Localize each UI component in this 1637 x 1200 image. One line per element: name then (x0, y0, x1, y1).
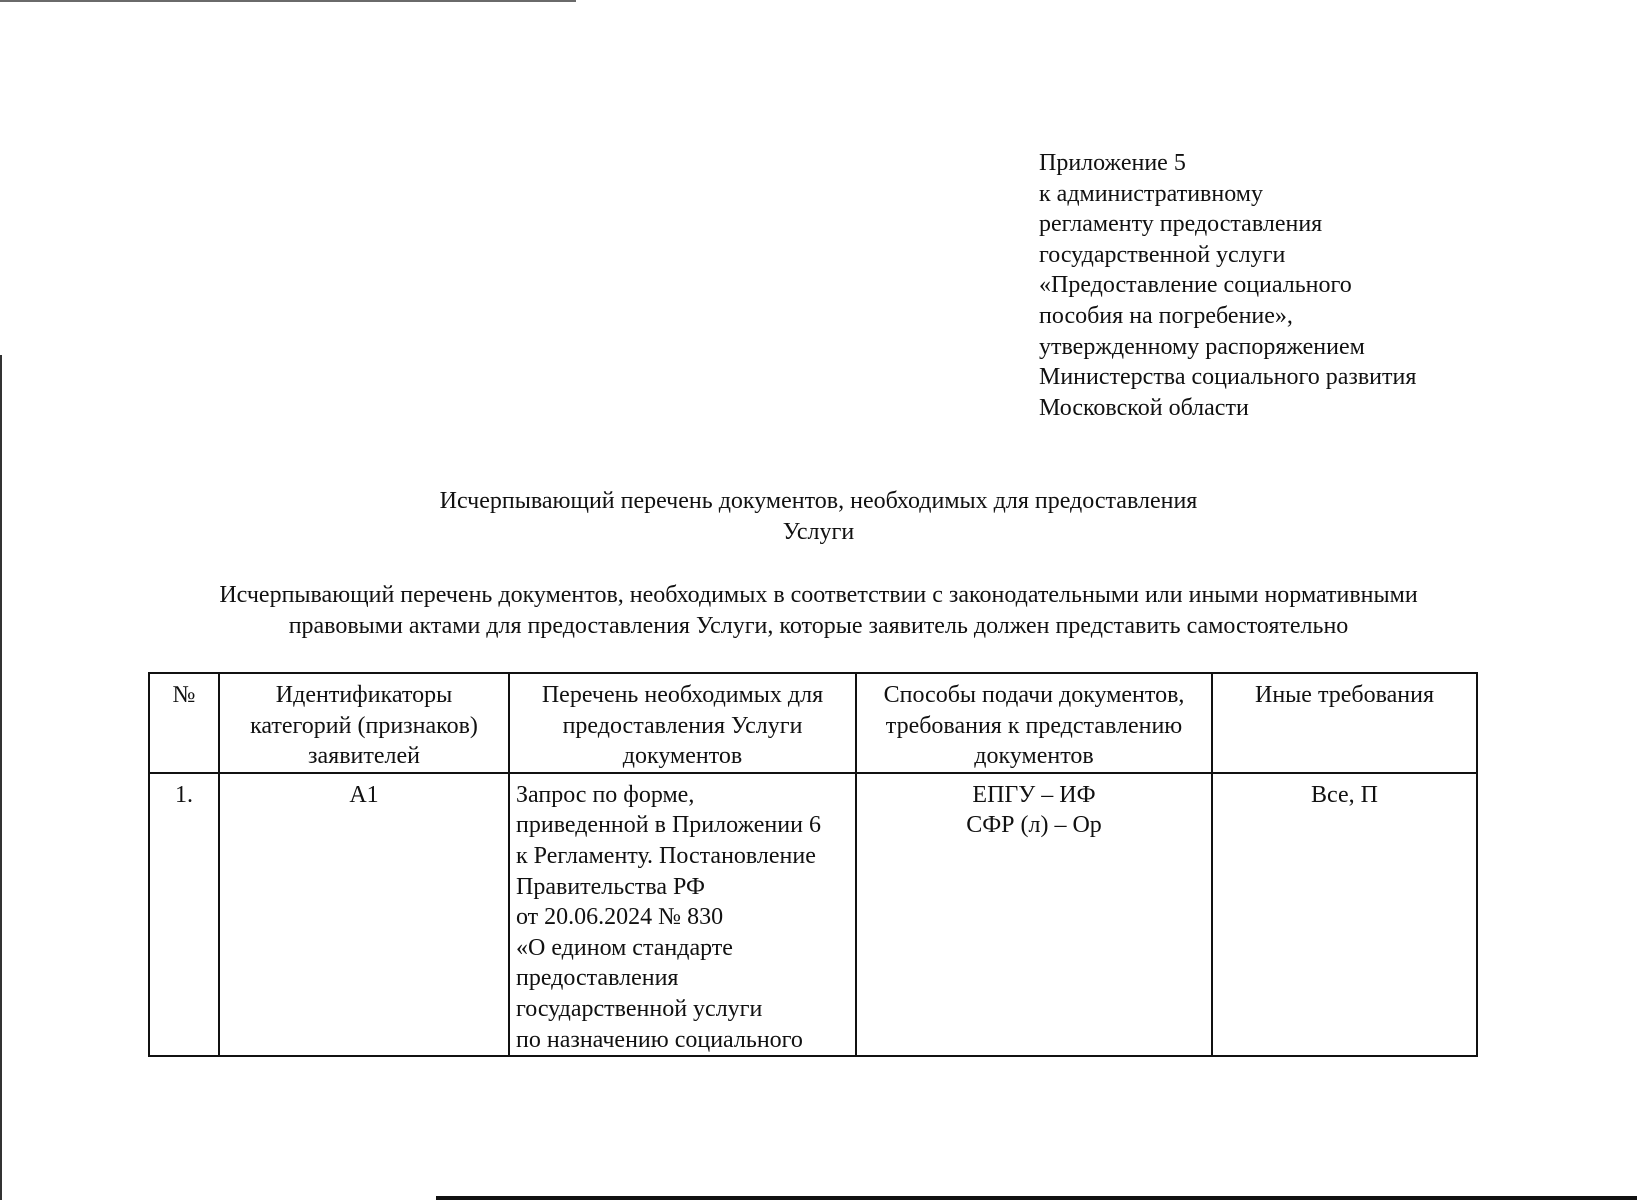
appendix-line: пособия на погребение», (1039, 302, 1293, 329)
header-other-requirements: Иные требования (1212, 673, 1477, 773)
appendix-line: к административному (1039, 180, 1263, 207)
scan-edge-left (0, 355, 2, 1200)
documents-line: государственной услуги (516, 995, 763, 1022)
header-documents-list: Перечень необходимых для предоставления Услуги документов (509, 673, 856, 773)
document-subtitle-line: Исчерпывающий перечень документов, необходимых в соответствии с законодательными или иными нормативными (219, 582, 1418, 608)
appendix-line: утвержденному распоряжением (1039, 333, 1365, 360)
appendix-line: государственной услуги (1039, 241, 1286, 268)
header-number: № (149, 673, 219, 773)
appendix-line: Приложение 5 (1039, 150, 1186, 176)
method-line: ЕПГУ – ИФ (972, 781, 1096, 808)
appendix-line: «Предоставление социального (1039, 272, 1352, 299)
header-submission-methods: Способы подачи документов, требования к представлению документов (856, 673, 1212, 773)
method-line: СФР (л) – Ор (966, 812, 1102, 839)
document-subtitle (120, 580, 1517, 642)
documents-line: Запрос по форме, (516, 781, 695, 808)
document-title (0, 486, 1637, 548)
appendix-line: регламенту предоставления (1039, 211, 1323, 238)
document-subtitle-line: правовыми актами для предоставления Услуги, которые заявитель должен представить самостоятельно (288, 613, 1349, 639)
documents-line: к Регламенту. Постановление (516, 842, 816, 869)
cell-number: 1. (149, 773, 219, 1056)
header-applicant-identifiers: Идентификаторы категорий (признаков) заявителей (219, 673, 509, 773)
documents-table (148, 672, 1478, 1057)
appendix-reference-block (1039, 148, 1559, 423)
scan-edge-top (0, 0, 576, 2)
document-title-line: Исчерпывающий перечень документов, необходимых для предоставления (439, 488, 1198, 514)
appendix-line: Московской области (1039, 394, 1249, 421)
table-row (149, 773, 1477, 1056)
scan-edge-bottom (436, 1196, 1637, 1200)
cell-submission-methods (856, 773, 1212, 1056)
table-header-row (149, 673, 1477, 773)
document-title-line: Услуги (782, 519, 855, 545)
cell-other-requirements: Все, П (1212, 773, 1477, 1056)
documents-line: «О едином стандарте (516, 934, 733, 961)
cell-identifier: А1 (219, 773, 509, 1056)
documents-line: от 20.06.2024 № 830 (516, 904, 724, 931)
documents-line: приведенной в Приложении 6 (516, 812, 821, 839)
documents-line: по назначению социального (516, 1026, 803, 1053)
cell-documents (509, 773, 856, 1056)
documents-line: предоставления (516, 965, 679, 992)
documents-line: Правительства РФ (516, 873, 705, 900)
appendix-line: Министерства социального развития (1039, 364, 1417, 391)
